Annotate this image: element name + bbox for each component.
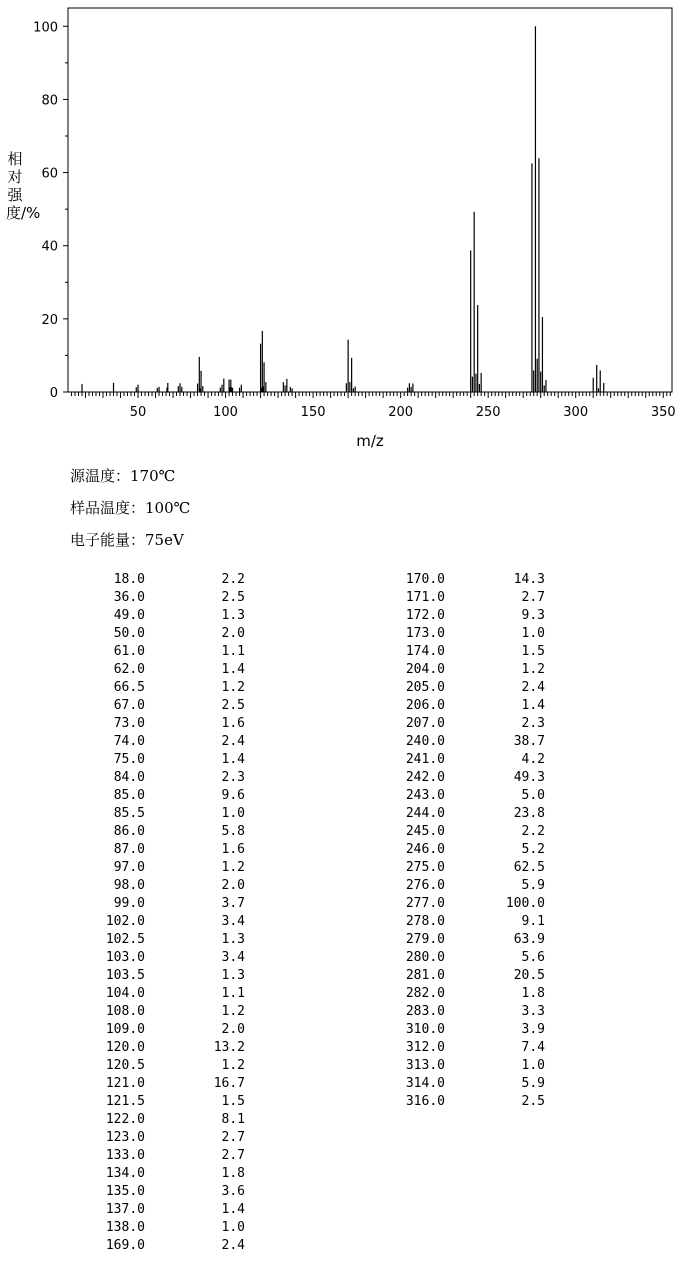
peak-intensity: 13.2 xyxy=(213,1040,245,1055)
peak-mz: 73.0 xyxy=(113,716,145,731)
peak-mz: 205.0 xyxy=(405,680,445,695)
peak-row xyxy=(45,949,245,967)
peak-mz: 283.0 xyxy=(405,1004,445,1019)
peak-intensity: 1.3 xyxy=(221,932,245,947)
peak-row xyxy=(345,877,545,895)
mass-spectrum-chart xyxy=(0,0,680,460)
peak-mz: 170.0 xyxy=(405,572,445,587)
peak-row xyxy=(345,1075,545,1093)
peak-intensity: 2.4 xyxy=(221,734,245,749)
peak-mz: 314.0 xyxy=(405,1076,445,1091)
peak-mz: 133.0 xyxy=(105,1148,145,1163)
peak-intensity: 5.9 xyxy=(521,878,545,893)
x-tick-label: 350 xyxy=(650,405,676,420)
peak-mz: 240.0 xyxy=(405,734,445,749)
peak-intensity: 1.0 xyxy=(221,1220,245,1235)
peak-mz: 279.0 xyxy=(405,932,445,947)
peak-intensity: 5.8 xyxy=(221,824,245,839)
peak-row xyxy=(345,643,545,661)
x-axis-title: m/z xyxy=(356,432,384,450)
peak-row xyxy=(45,895,245,913)
peak-mz: 102.5 xyxy=(105,932,145,947)
peak-intensity: 2.3 xyxy=(521,716,545,731)
peak-mz: 243.0 xyxy=(405,788,445,803)
peak-mz: 207.0 xyxy=(405,716,445,731)
peak-mz: 312.0 xyxy=(405,1040,445,1055)
peak-row xyxy=(45,1129,245,1147)
peak-row xyxy=(45,1003,245,1021)
peak-intensity: 1.2 xyxy=(221,1058,245,1073)
peak-row xyxy=(45,913,245,931)
peak-row xyxy=(345,1057,545,1075)
peak-mz: 316.0 xyxy=(405,1094,445,1109)
peak-intensity: 1.6 xyxy=(221,716,245,731)
peak-row xyxy=(345,805,545,823)
peak-intensity: 2.5 xyxy=(521,1094,545,1109)
peak-intensity: 1.4 xyxy=(221,1202,245,1217)
peak-mz: 310.0 xyxy=(405,1022,445,1037)
peak-mz: 313.0 xyxy=(405,1058,445,1073)
peak-table-left xyxy=(45,571,245,1255)
peak-row xyxy=(45,985,245,1003)
peak-mz: 85.5 xyxy=(113,806,145,821)
peak-mz: 99.0 xyxy=(113,896,145,911)
peak-intensity: 1.3 xyxy=(221,968,245,983)
peak-row xyxy=(45,1039,245,1057)
peak-mz: 204.0 xyxy=(405,662,445,677)
peak-intensity: 1.8 xyxy=(521,986,545,1001)
peak-intensity: 2.3 xyxy=(221,770,245,785)
peak-intensity: 1.4 xyxy=(221,662,245,677)
y-tick-label: 80 xyxy=(41,93,58,109)
peak-intensity: 3.9 xyxy=(521,1022,545,1037)
peak-row xyxy=(345,679,545,697)
peak-row xyxy=(45,931,245,949)
peak-intensity: 1.5 xyxy=(521,644,545,659)
peak-mz: 120.5 xyxy=(105,1058,145,1073)
peak-intensity: 2.4 xyxy=(221,1238,245,1253)
peak-row xyxy=(45,787,245,805)
peak-mz: 85.0 xyxy=(113,788,145,803)
peak-mz: 276.0 xyxy=(405,878,445,893)
y-tick-label: 0 xyxy=(49,386,58,401)
peak-row xyxy=(345,931,545,949)
peak-intensity: 9.1 xyxy=(521,914,545,929)
peak-mz: 171.0 xyxy=(405,590,445,605)
peak-row xyxy=(345,967,545,985)
peak-row xyxy=(45,859,245,877)
peak-row xyxy=(45,589,245,607)
peak-mz: 138.0 xyxy=(105,1220,145,1235)
peak-row xyxy=(45,841,245,859)
peak-mz: 62.0 xyxy=(113,662,145,677)
peak-intensity: 1.0 xyxy=(221,806,245,821)
peak-intensity: 1.2 xyxy=(221,680,245,695)
peak-row xyxy=(345,913,545,931)
peak-mz: 172.0 xyxy=(405,608,445,623)
peak-intensity: 1.3 xyxy=(221,608,245,623)
peak-row xyxy=(45,1147,245,1165)
peak-row xyxy=(345,949,545,967)
peak-row xyxy=(345,571,545,589)
peak-row xyxy=(45,715,245,733)
peak-intensity: 2.0 xyxy=(221,878,245,893)
sample-temperature: 样品温度：100℃ xyxy=(70,499,191,517)
peak-mz: 277.0 xyxy=(405,896,445,911)
peak-intensity: 16.7 xyxy=(213,1076,245,1091)
y-tick-label: 20 xyxy=(41,312,58,328)
peak-row xyxy=(45,877,245,895)
peak-intensity: 1.5 xyxy=(221,1094,245,1109)
peak-intensity: 2.0 xyxy=(221,1022,245,1037)
peak-row xyxy=(45,1021,245,1039)
peak-row xyxy=(45,805,245,823)
peak-intensity: 2.4 xyxy=(521,680,545,695)
peak-intensity: 2.2 xyxy=(521,824,545,839)
peak-row xyxy=(45,1183,245,1201)
peak-row xyxy=(45,1075,245,1093)
peak-row xyxy=(45,661,245,679)
peak-intensity: 1.0 xyxy=(521,1058,545,1073)
y-axis-title: 相对强度/% xyxy=(6,150,41,222)
peak-mz: 173.0 xyxy=(405,626,445,641)
peak-intensity: 1.4 xyxy=(221,752,245,767)
peak-mz: 134.0 xyxy=(105,1166,145,1181)
peak-mz: 244.0 xyxy=(405,806,445,821)
source-temperature: 源温度：170℃ xyxy=(70,467,176,485)
spectrum-peaks xyxy=(82,26,604,392)
y-tick-label: 60 xyxy=(41,166,58,182)
peak-row xyxy=(345,787,545,805)
peak-mz: 102.0 xyxy=(105,914,145,929)
peak-intensity: 2.7 xyxy=(521,590,545,605)
peak-row xyxy=(45,643,245,661)
peak-row xyxy=(45,1093,245,1111)
x-tick-label: 250 xyxy=(475,405,501,420)
peak-row xyxy=(345,1093,545,1111)
peak-mz: 36.0 xyxy=(113,590,145,605)
peak-row xyxy=(345,1021,545,1039)
peak-mz: 103.5 xyxy=(105,968,145,983)
peak-mz: 246.0 xyxy=(405,842,445,857)
peak-mz: 120.0 xyxy=(105,1040,145,1055)
peak-intensity: 9.3 xyxy=(521,608,545,623)
peak-intensity: 5.6 xyxy=(521,950,545,965)
peak-mz: 121.0 xyxy=(105,1076,145,1091)
peak-row xyxy=(45,679,245,697)
peak-intensity: 100.0 xyxy=(505,896,545,911)
peak-intensity: 3.4 xyxy=(221,950,245,965)
peak-intensity: 63.9 xyxy=(513,932,545,947)
peak-row xyxy=(45,1201,245,1219)
peak-intensity: 1.2 xyxy=(221,860,245,875)
peak-mz: 242.0 xyxy=(405,770,445,785)
peak-row xyxy=(45,1057,245,1075)
peak-row xyxy=(345,895,545,913)
peak-intensity: 1.2 xyxy=(521,662,545,677)
peak-row xyxy=(345,841,545,859)
peak-mz: 275.0 xyxy=(405,860,445,875)
peak-mz: 103.0 xyxy=(105,950,145,965)
peak-row xyxy=(45,571,245,589)
peak-intensity: 5.0 xyxy=(521,788,545,803)
peak-intensity: 9.6 xyxy=(221,788,245,803)
peak-intensity: 1.2 xyxy=(221,1004,245,1019)
peak-row xyxy=(345,625,545,643)
peak-intensity: 2.0 xyxy=(221,626,245,641)
peak-row xyxy=(345,751,545,769)
peak-intensity: 7.4 xyxy=(521,1040,545,1055)
peak-mz: 49.0 xyxy=(113,608,145,623)
peak-intensity: 1.6 xyxy=(221,842,245,857)
peak-row xyxy=(345,1003,545,1021)
x-tick-label: 100 xyxy=(213,405,238,420)
peak-row xyxy=(345,985,545,1003)
peak-mz: 109.0 xyxy=(105,1022,145,1037)
peak-row xyxy=(345,769,545,787)
peak-mz: 98.0 xyxy=(113,878,145,893)
peak-row xyxy=(345,715,545,733)
peak-mz: 67.0 xyxy=(113,698,145,713)
peak-intensity: 5.9 xyxy=(521,1076,545,1091)
x-tick-label: 300 xyxy=(563,405,589,420)
peak-intensity: 3.3 xyxy=(521,1004,545,1019)
plot-frame xyxy=(68,8,672,392)
peak-mz: 84.0 xyxy=(113,770,145,785)
peak-row xyxy=(45,1237,245,1255)
peak-row xyxy=(345,607,545,625)
peak-mz: 169.0 xyxy=(105,1238,145,1253)
peak-row xyxy=(345,733,545,751)
peak-row xyxy=(45,607,245,625)
peak-intensity: 49.3 xyxy=(513,770,545,785)
peak-intensity: 2.2 xyxy=(221,572,245,587)
peak-intensity: 2.5 xyxy=(221,698,245,713)
peak-intensity: 38.7 xyxy=(513,734,545,749)
peak-mz: 108.0 xyxy=(105,1004,145,1019)
peak-mz: 174.0 xyxy=(405,644,445,659)
peak-intensity: 1.1 xyxy=(221,986,245,1001)
peak-row xyxy=(45,1111,245,1129)
peak-mz: 18.0 xyxy=(113,572,145,587)
peak-intensity: 5.2 xyxy=(521,842,545,857)
peak-row xyxy=(45,967,245,985)
electron-energy: 电子能量：75eV xyxy=(70,531,184,549)
peak-row xyxy=(45,1165,245,1183)
peak-intensity: 3.7 xyxy=(221,896,245,911)
peak-mz: 121.5 xyxy=(105,1094,145,1109)
x-tick-label: 150 xyxy=(300,405,326,420)
peak-mz: 87.0 xyxy=(113,842,145,857)
peak-row xyxy=(45,733,245,751)
peak-mz: 50.0 xyxy=(113,626,145,641)
peak-mz: 97.0 xyxy=(113,860,145,875)
peak-mz: 66.5 xyxy=(113,680,145,695)
y-tick-label: 40 xyxy=(41,239,58,255)
peak-row xyxy=(345,859,545,877)
peak-mz: 241.0 xyxy=(405,752,445,767)
peak-mz: 206.0 xyxy=(405,698,445,713)
peak-mz: 281.0 xyxy=(405,968,445,983)
peak-table-right xyxy=(345,571,545,1111)
peak-intensity: 1.4 xyxy=(521,698,545,713)
peak-mz: 86.0 xyxy=(113,824,145,839)
peak-mz: 123.0 xyxy=(105,1130,145,1145)
peak-intensity: 1.8 xyxy=(221,1166,245,1181)
peak-intensity: 14.3 xyxy=(513,572,545,587)
peak-mz: 245.0 xyxy=(405,824,445,839)
x-tick-label: 200 xyxy=(388,405,414,420)
peak-row xyxy=(345,589,545,607)
peak-intensity: 62.5 xyxy=(513,860,545,875)
peak-mz: 75.0 xyxy=(113,752,145,767)
peak-intensity: 2.5 xyxy=(221,590,245,605)
peak-intensity: 8.1 xyxy=(221,1112,245,1127)
peak-row xyxy=(45,769,245,787)
peak-intensity: 1.1 xyxy=(221,644,245,659)
peak-intensity: 1.0 xyxy=(521,626,545,641)
peak-intensity: 3.4 xyxy=(221,914,245,929)
peak-row xyxy=(45,823,245,841)
peak-intensity: 4.2 xyxy=(521,752,545,767)
peak-mz: 280.0 xyxy=(405,950,445,965)
peak-mz: 278.0 xyxy=(405,914,445,929)
peak-row xyxy=(345,697,545,715)
x-tick-label: 50 xyxy=(129,405,147,420)
peak-mz: 74.0 xyxy=(113,734,145,749)
peak-row xyxy=(345,661,545,679)
peak-mz: 135.0 xyxy=(105,1184,145,1199)
peak-row xyxy=(45,1219,245,1237)
peak-mz: 104.0 xyxy=(105,986,145,1001)
peak-intensity: 23.8 xyxy=(513,806,545,821)
y-tick-label: 100 xyxy=(33,20,58,36)
peak-row xyxy=(45,625,245,643)
peak-intensity: 20.5 xyxy=(513,968,545,983)
peak-intensity: 3.6 xyxy=(221,1184,245,1199)
peak-row xyxy=(45,697,245,715)
peak-row xyxy=(345,823,545,841)
peak-intensity: 2.7 xyxy=(221,1130,245,1145)
peak-mz: 282.0 xyxy=(405,986,445,1001)
peak-row xyxy=(345,1039,545,1057)
peak-mz: 137.0 xyxy=(105,1202,145,1217)
peak-mz: 61.0 xyxy=(113,644,145,659)
peak-mz: 122.0 xyxy=(105,1112,145,1127)
x-axis xyxy=(72,392,676,420)
peak-intensity: 2.7 xyxy=(221,1148,245,1163)
peak-row xyxy=(45,751,245,769)
